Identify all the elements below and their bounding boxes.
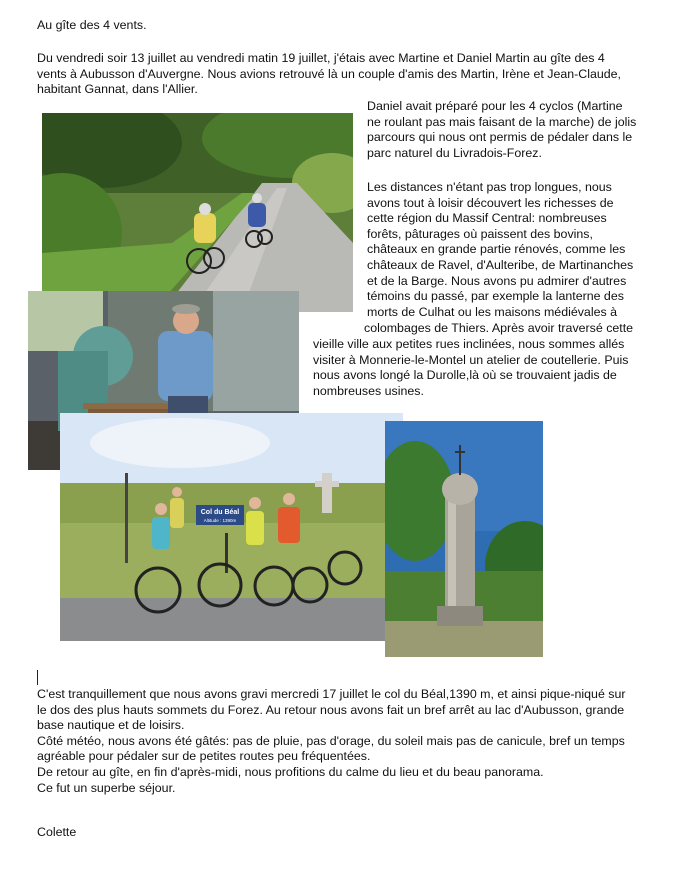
text-line: Côté météo, nous avons été gâtés: pas de pluie, pas d'orage, du soleil mais pas de canicule, bref un temps bbox=[37, 733, 625, 748]
text-line: agréable pour pédaler sur de petites routes peu fréquentées. bbox=[37, 749, 371, 764]
page-title: Au gîte des 4 vents. bbox=[37, 18, 147, 32]
text-line: Ce fut un superbe séjour. bbox=[37, 780, 176, 795]
text-line: morts de Culhat ou les maisons médiévales à bbox=[367, 304, 617, 319]
text-cursor bbox=[37, 670, 38, 685]
text-line bbox=[367, 161, 636, 177]
text-line: vieille ville aux petites rues inclinées, nous sommes allés bbox=[313, 337, 625, 351]
sign-name: Col du Béal bbox=[200, 509, 240, 516]
text-line: nous avons longé la Durolle,là où se trouvaient jadis de bbox=[313, 368, 617, 382]
signature: Colette bbox=[37, 825, 77, 839]
text-line: ne roulant pas mais faisant de la marche) de jolis bbox=[367, 114, 637, 129]
text-line: châteaux en grande partie rénovés, comme les bbox=[367, 242, 626, 257]
right-column-text-2 bbox=[367, 180, 633, 320]
text-line: C'est tranquillement que nous avons gravi mercredi 17 juillet le col du Béal,1390 m, et ainsi pique-niqué sur bbox=[37, 687, 626, 701]
text-line: colombages de Thiers. Après avoir traversé cette bbox=[364, 321, 634, 335]
text-line: châteaux de Ravel, d'Aulteribe, de Martinanches bbox=[367, 257, 634, 272]
bottom-paragraph bbox=[37, 687, 626, 796]
text-line: parc naturel du Livradois-Forez. bbox=[367, 145, 542, 160]
lantern-of-the-dead-photo bbox=[385, 421, 543, 657]
text-line: base nautique et de loisirs. bbox=[37, 718, 185, 733]
text-line: témoins du passé, par exemple la lanterne des bbox=[367, 289, 624, 304]
text-line: Les distances n'étant pas trop longues, nous bbox=[367, 180, 612, 194]
col-du-beal-group-photo bbox=[60, 413, 403, 641]
text-line: le dos des plus hauts sommets du Forez. Au retour nous avons fait un bref arrêt au lac d'Aubusson, grande bbox=[37, 702, 625, 717]
intro-paragraph bbox=[37, 51, 621, 98]
text-line: et de la Barge. Nous avons pu admirer d'autres bbox=[367, 273, 627, 288]
text-line: nombreuses usines. bbox=[313, 384, 424, 398]
text-line: avons tout à loisir découvert les richesses de bbox=[367, 195, 614, 210]
sign-altitude: Altitude : 1390m bbox=[203, 518, 237, 523]
right-column-text bbox=[367, 99, 636, 177]
cyclists-road-photo bbox=[42, 113, 353, 312]
text-line: forêts, pâturages où paissent des bovins, bbox=[367, 226, 593, 241]
text-line: parcours qui nous ont permis de pédaler dans le bbox=[367, 130, 633, 145]
text-line: De retour au gîte, en fin d'après-midi, nous profitions du calme du lieu et du beau panorama. bbox=[37, 764, 544, 779]
text-line: cette région du Massif Central: nombreuses bbox=[367, 211, 607, 226]
text-line: visiter à Monnerie-le-Montel un atelier de coutellerie. Puis bbox=[313, 353, 629, 367]
text-line: habitant Gannat, dans l'Allier. bbox=[37, 82, 198, 97]
text-line: Daniel avait préparé pour les 4 cyclos (Martine bbox=[367, 99, 623, 113]
text-line: vents à Aubusson d'Auvergne. Nous avions retrouvé là un couple d'amis des Martin, Irène et Jean-Claude, bbox=[37, 66, 621, 81]
text-line: Du vendredi soir 13 juillet au vendredi matin 19 juillet, j'étais avec Martine et Daniel Martin au gîte des 4 bbox=[37, 51, 605, 65]
